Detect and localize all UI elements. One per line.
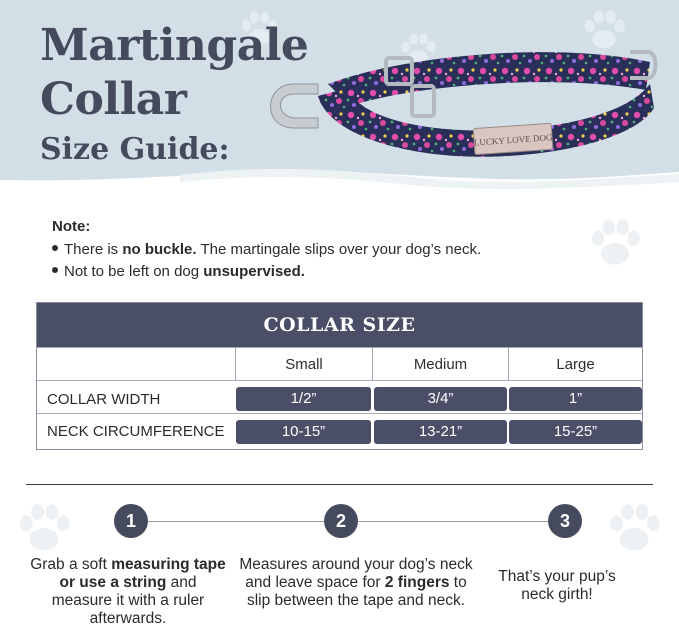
step-1-text — [30, 556, 226, 628]
collar-size-table — [36, 302, 643, 450]
bullet-icon — [52, 245, 58, 251]
note-line-2 — [52, 263, 481, 280]
note-line-1-suffix: The martingale slips over your dog’s neck. — [196, 241, 482, 258]
table-title: COLLAR SIZE — [37, 303, 642, 347]
collar-brand-tag: LUCKY LOVE DOG — [473, 132, 553, 148]
page-title-line-1: Martingale — [40, 20, 309, 71]
step-connector — [148, 521, 324, 522]
note-line-1 — [52, 241, 481, 258]
neck-circumference-medium: 13-21” — [374, 420, 507, 444]
collar-image — [258, 44, 658, 184]
bullet-icon — [52, 267, 58, 273]
note-line-2-bold: unsupervised. — [203, 263, 305, 280]
column-header-small: Small — [235, 348, 372, 381]
step-3-text — [482, 568, 632, 604]
note-line-1-bold: no buckle. — [122, 241, 197, 258]
page-subtitle: Size Guide: — [40, 132, 230, 167]
step-1-text-bold: measuring tape or use a string — [59, 556, 226, 591]
step-3-text-a: That’s your pup’s neck girth! — [498, 568, 616, 603]
note-line-2-prefix: Not to be left on dog — [64, 263, 204, 280]
row-label-collar-width: COLLAR WIDTH — [47, 391, 161, 408]
collar-width-medium: 3/4” — [374, 387, 507, 411]
step-2-text — [238, 556, 474, 610]
header-banner — [0, 0, 679, 200]
table-row — [37, 413, 642, 447]
paw-print-icon — [602, 496, 666, 560]
step-1-text-b: and measure it with a ruler afterwards. — [51, 574, 205, 627]
collar-width-large: 1” — [509, 387, 642, 411]
table-row — [37, 380, 642, 414]
paw-print-icon — [584, 212, 646, 274]
step-2-text-a: Measures around your dog’s neck and leave space for — [239, 556, 473, 591]
step-1-number: 1 — [114, 504, 148, 538]
step-2-number: 2 — [324, 504, 358, 538]
neck-circumference-small: 10-15” — [236, 420, 371, 444]
step-2-text-bold: 2 fingers — [384, 574, 450, 591]
section-divider — [26, 484, 653, 485]
neck-circumference-large: 15-25” — [509, 420, 642, 444]
step-2-text-b: to slip between the tape and neck. — [246, 574, 467, 609]
page-title-line-2: Collar — [40, 74, 187, 125]
paw-print-icon — [12, 496, 76, 560]
note-line-1-prefix: There is — [64, 241, 123, 258]
step-connector — [358, 521, 548, 522]
column-header-medium: Medium — [372, 348, 508, 381]
step-3-number: 3 — [548, 504, 582, 538]
note-section — [52, 218, 481, 285]
row-label-neck-circumference: NECK CIRCUMFERENCE — [47, 423, 225, 440]
table-header-row — [37, 347, 642, 381]
collar-width-small: 1/2” — [236, 387, 371, 411]
column-header-large: Large — [508, 348, 642, 381]
note-title: Note: — [52, 218, 91, 235]
step-1-text-a: Grab a soft — [30, 556, 112, 573]
